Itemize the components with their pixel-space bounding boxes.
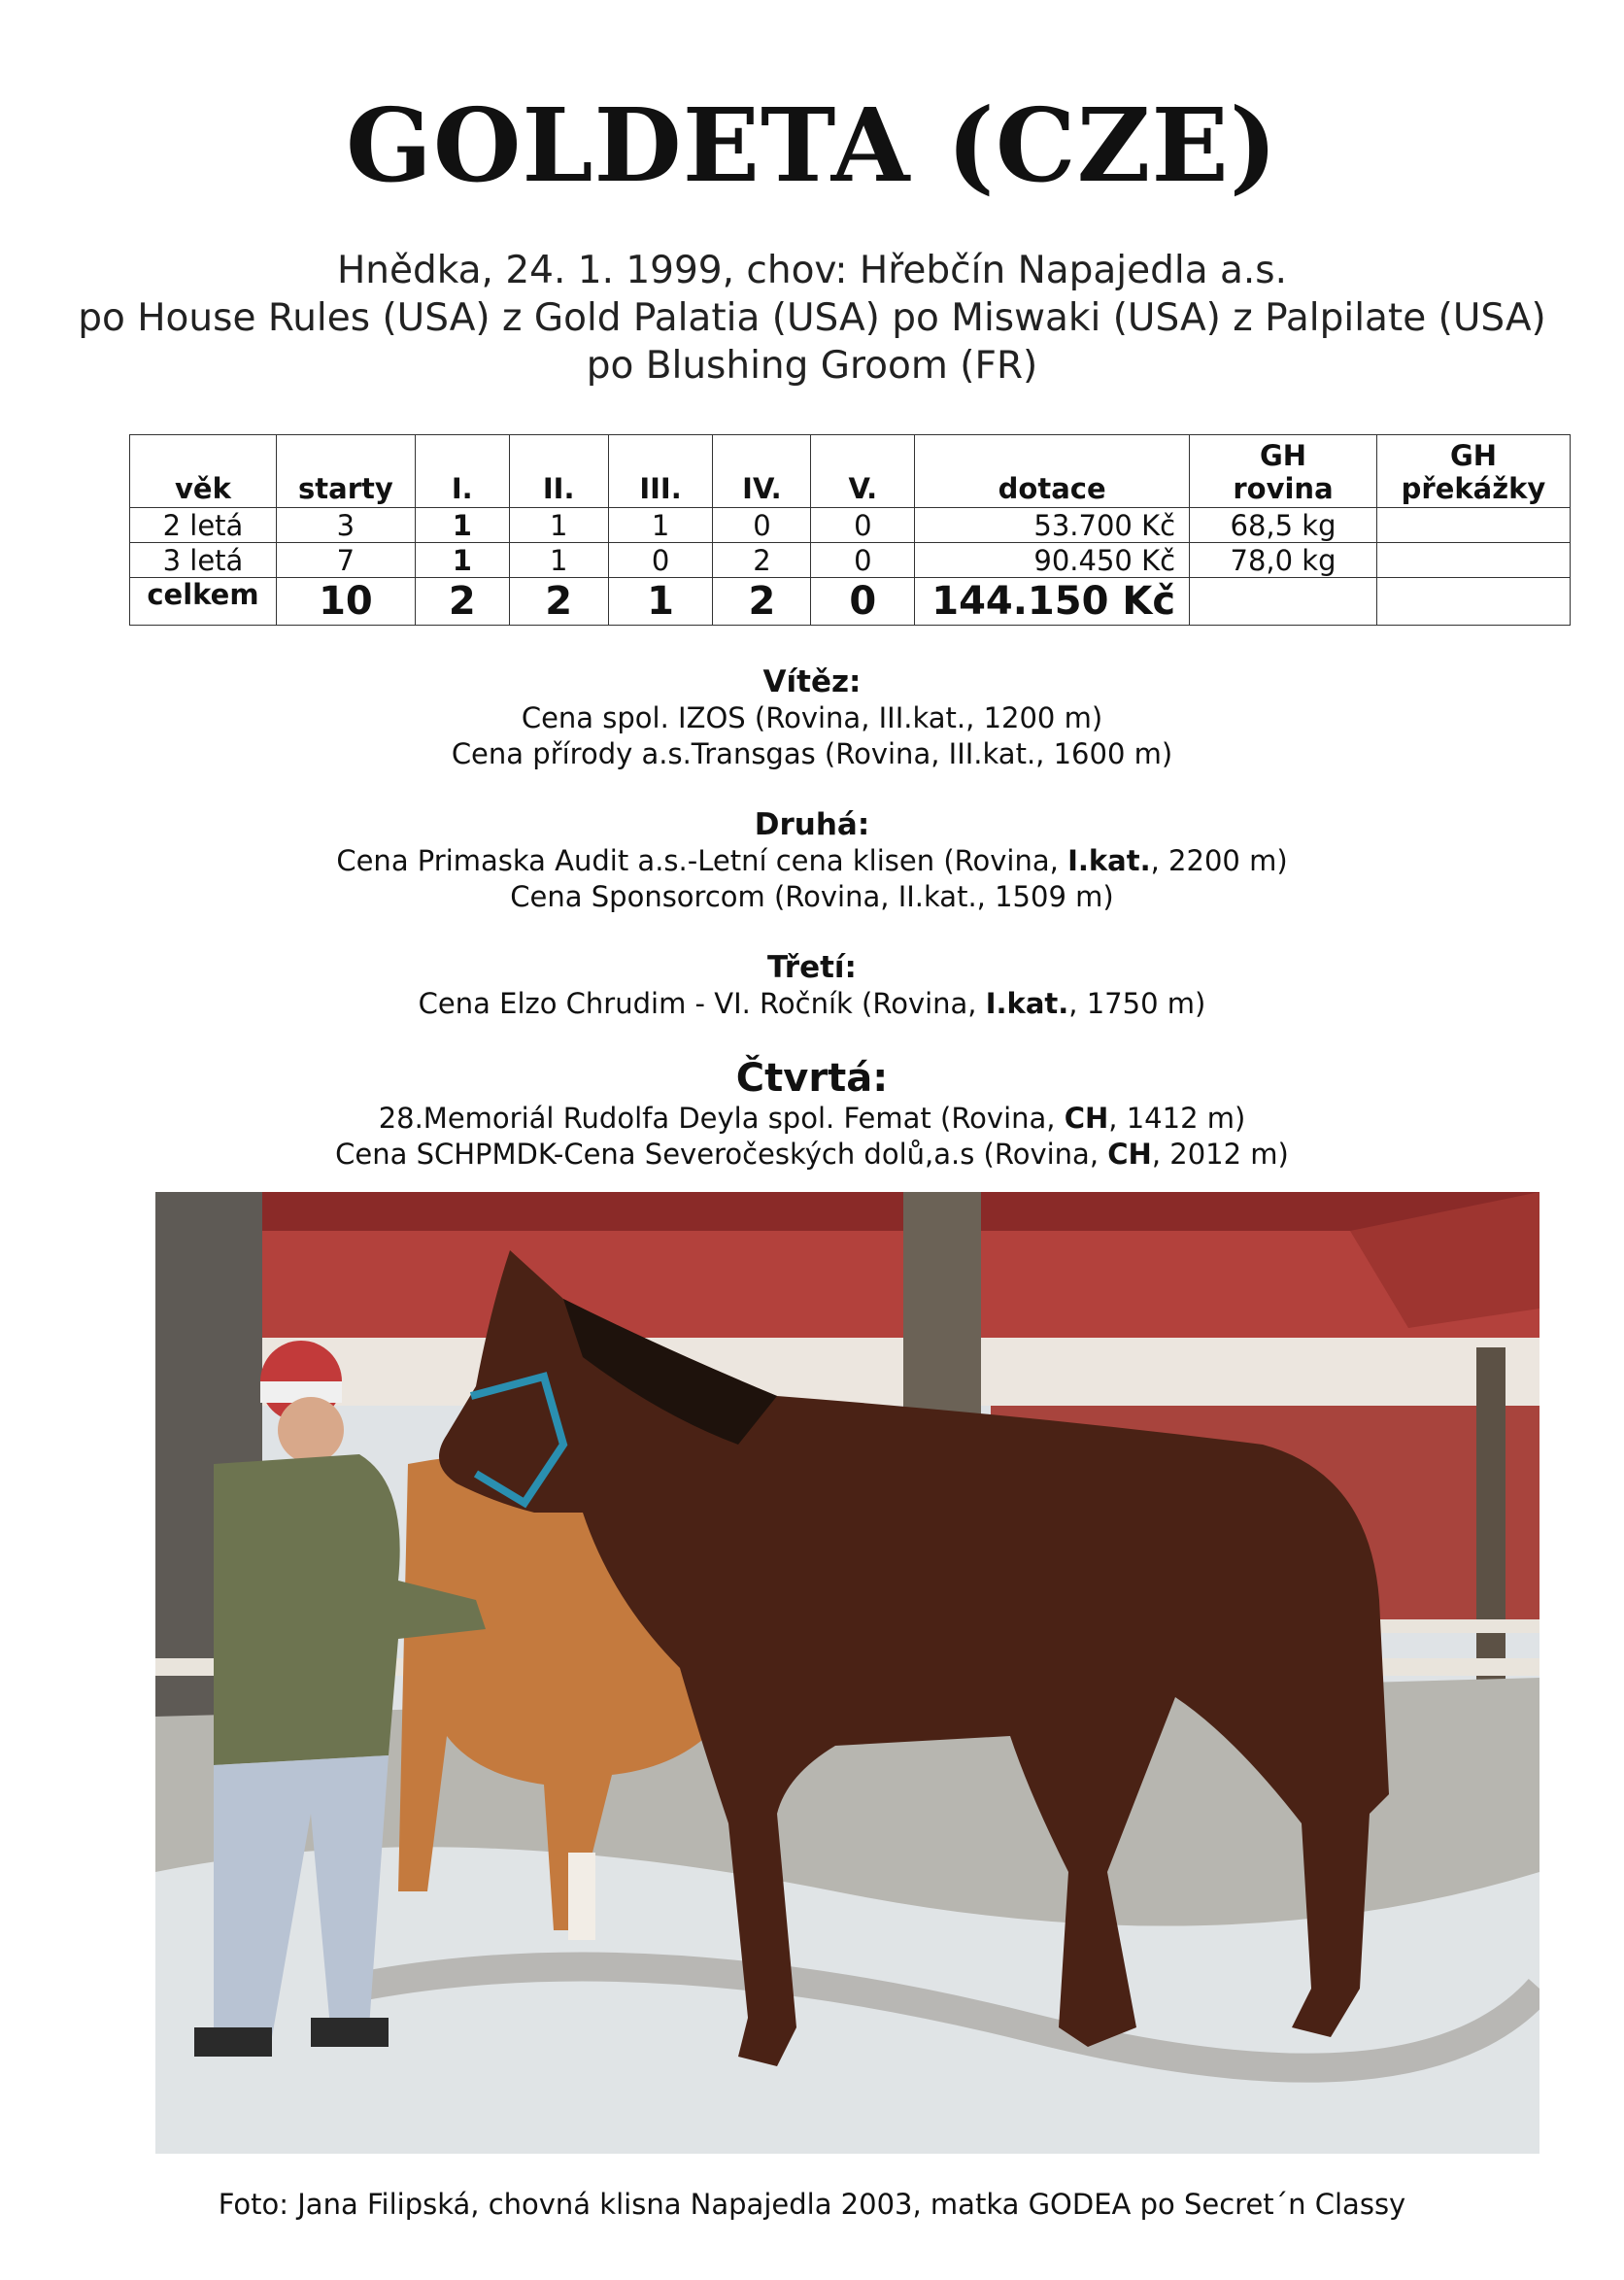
table-cell: celkem xyxy=(130,578,277,626)
results-third xyxy=(0,950,1624,1022)
header-cell: III. xyxy=(608,435,713,508)
pedigree-line-3: po Blushing Groom (FR) xyxy=(586,344,1038,388)
section-heading: Čtvrtá: xyxy=(735,1056,889,1101)
table-cell xyxy=(1376,508,1570,543)
table-cell: 0 xyxy=(811,508,915,543)
table-total-row xyxy=(130,578,1571,626)
header-cell: IV. xyxy=(713,435,811,508)
table-cell: 68,5 kg xyxy=(1190,508,1377,543)
pedigree-line-2: po House Rules (USA) z Gold Palatia (USA) po Miswaki (USA) z Palpilate (USA) xyxy=(78,296,1546,340)
table-cell: 0 xyxy=(608,543,713,578)
table-cell: 1 xyxy=(509,543,608,578)
table-cell: 7 xyxy=(276,543,415,578)
section-heading: Třetí: xyxy=(767,950,857,985)
result-line: Cena SCHPMDK-Cena Severočeských dolů,a.s (Rovina, CH, 2012 m) xyxy=(335,1138,1289,1171)
table-row xyxy=(130,543,1571,578)
table-cell: 0 xyxy=(811,543,915,578)
handler-face xyxy=(278,1397,344,1463)
table-cell: 2 xyxy=(713,578,811,626)
table-cell: 2 letá xyxy=(130,508,277,543)
table-cell: 90.450 Kč xyxy=(915,543,1190,578)
table-cell xyxy=(1190,578,1377,626)
header-cell: V. xyxy=(811,435,915,508)
header-cell: GH rovina xyxy=(1190,435,1377,508)
results-winner xyxy=(0,664,1624,772)
table-cell: 144.150 Kč xyxy=(915,578,1190,626)
table-cell: 78,0 kg xyxy=(1190,543,1377,578)
result-line: Cena Elzo Chrudim - VI. Ročník (Rovina, I.kat., 1750 m) xyxy=(418,987,1206,1020)
barn-wall xyxy=(243,1231,1539,1338)
table-cell: 1 xyxy=(415,508,509,543)
result-line: Cena Primaska Audit a.s.-Letní cena klisen (Rovina, I.kat., 2200 m) xyxy=(336,844,1288,877)
pedigree-info xyxy=(0,247,1624,390)
header-cell: I. xyxy=(415,435,509,508)
table-cell: 1 xyxy=(608,578,713,626)
header-cell: dotace xyxy=(915,435,1190,508)
table-cell: 3 letá xyxy=(130,543,277,578)
table-cell: 53.700 Kč xyxy=(915,508,1190,543)
handler-shoe-left xyxy=(194,2027,272,2057)
result-line: 28.Memoriál Rudolfa Deyla spol. Femat (Rovina, CH, 1412 m) xyxy=(378,1102,1246,1135)
table-cell: 2 xyxy=(713,543,811,578)
section-heading: Vítěz: xyxy=(762,664,862,699)
handler-shoe-right xyxy=(311,2018,389,2047)
pedigree-line-1: Hnědka, 24. 1. 1999, chov: Hřebčín Napajedla a.s. xyxy=(336,249,1288,292)
table-cell: 3 xyxy=(276,508,415,543)
photo-caption: Foto: Jana Filipská, chovná klisna Napajedla 2003, matka GODEA po Secret´n Classy xyxy=(218,2188,1406,2221)
results-fourth xyxy=(0,1056,1624,1173)
table-cell: 1 xyxy=(509,508,608,543)
table-cell xyxy=(1376,543,1570,578)
section-heading: Druhá: xyxy=(754,807,870,842)
results-second xyxy=(0,807,1624,915)
table-row xyxy=(130,508,1571,543)
table-cell: 0 xyxy=(811,578,915,626)
result-line: Cena Sponsorcom (Rovina, II.kat., 1509 m) xyxy=(510,880,1114,913)
result-line: Cena spol. IZOS (Rovina, III.kat., 1200 m) xyxy=(521,701,1103,734)
table-cell: 1 xyxy=(608,508,713,543)
chestnut-white-sock xyxy=(568,1853,595,1940)
barn-white-band xyxy=(243,1338,1539,1406)
page-title: GOLDETA (CZE) xyxy=(346,85,1278,205)
table-cell: 2 xyxy=(415,578,509,626)
table-cell: 1 xyxy=(415,543,509,578)
table-cell xyxy=(1376,578,1570,626)
header-cell: věk xyxy=(130,435,277,508)
race-stats-table xyxy=(129,434,1571,626)
table-cell: 0 xyxy=(713,508,811,543)
horse-photo xyxy=(155,1192,1539,2154)
header-cell: starty xyxy=(276,435,415,508)
table-cell: 10 xyxy=(276,578,415,626)
horse-photo-illustration xyxy=(155,1192,1539,2154)
result-line: Cena přírody a.s.Transgas (Rovina, III.kat., 1600 m) xyxy=(451,737,1173,770)
header-cell: GH překážky xyxy=(1376,435,1570,508)
table-cell: 2 xyxy=(509,578,608,626)
header-cell: II. xyxy=(509,435,608,508)
table-header-row xyxy=(130,435,1571,508)
